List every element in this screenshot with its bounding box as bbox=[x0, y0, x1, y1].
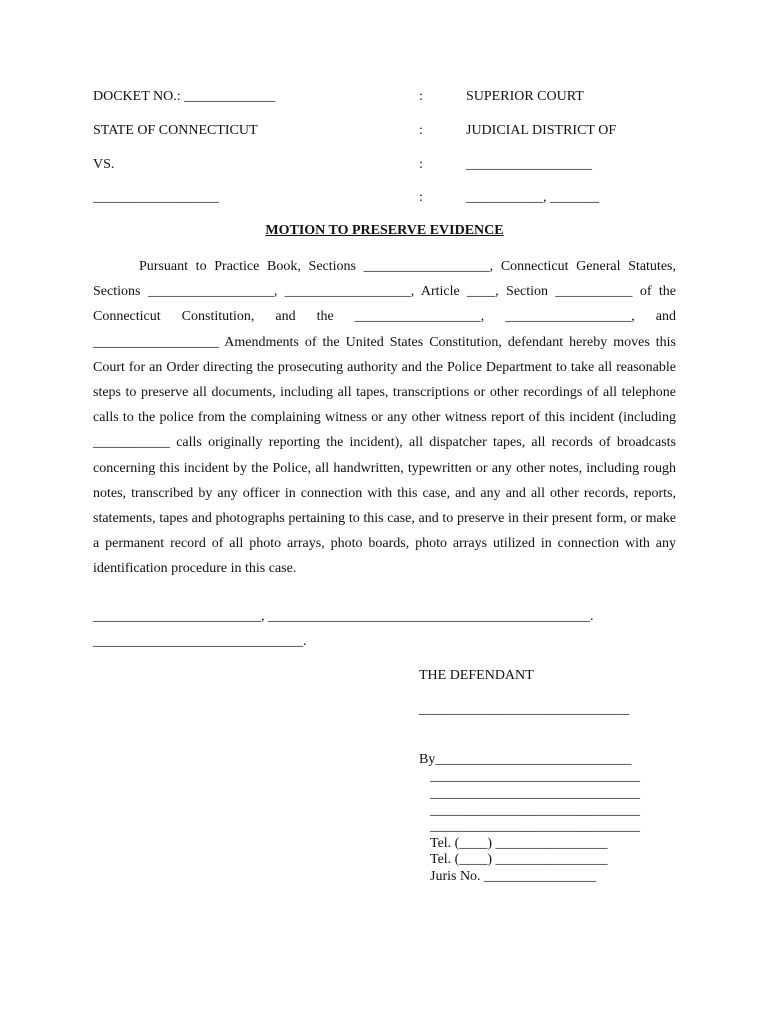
caption-colon: : bbox=[419, 190, 423, 205]
plaintiff-name: STATE OF CONNECTICUT bbox=[93, 123, 258, 138]
caption-colon: : bbox=[419, 157, 423, 172]
document-title: MOTION TO PRESERVE EVIDENCE bbox=[265, 223, 504, 238]
caption-colon: : bbox=[419, 89, 423, 104]
juris-number-line: Juris No. ________________ bbox=[430, 869, 597, 884]
caption-colon: : bbox=[419, 123, 423, 138]
address-line-3: ______________________________ bbox=[430, 803, 640, 818]
judicial-district-label: JUDICIAL DISTRICT OF bbox=[466, 123, 617, 138]
caption-row-docket bbox=[93, 89, 713, 109]
motion-body bbox=[93, 254, 676, 582]
signature-line: ______________________________ bbox=[419, 702, 629, 717]
court-name: SUPERIOR COURT bbox=[466, 89, 584, 104]
address-line-2: ______________________________ bbox=[430, 786, 640, 801]
docket-number-field: DOCKET NO.: _____________ bbox=[93, 89, 276, 104]
caption-row-vs bbox=[93, 157, 713, 177]
versus-label: VS. bbox=[93, 157, 115, 172]
signature-heading: THE DEFENDANT bbox=[419, 668, 534, 683]
body-tail-line-1: ________________________, ______________________________________________. bbox=[93, 609, 594, 624]
address-line-4: ______________________________ bbox=[430, 819, 640, 834]
defendant-name-field: __________________ bbox=[93, 190, 219, 205]
caption-row-state bbox=[93, 123, 713, 143]
body-tail-line-2: ______________________________. bbox=[93, 634, 307, 649]
telephone-line-2: Tel. (____) ________________ bbox=[430, 852, 608, 867]
caption-row-defendant bbox=[93, 190, 713, 210]
judicial-district-field: __________________ bbox=[466, 157, 592, 172]
motion-body-text: Pursuant to Practice Book, Sections __________________, Connecticut General Statutes, Sections __________________, __________________, Article ____, Section ___________ of the Connecticut Constitution, and the __________________, __________________, and __________________ Amendments of the United States Constitution, defendant hereby moves this Court for an Order directing the prosecuting authority and the Police Department to take all reasonable steps to preserve all documents, including all tapes, transcriptions or other recordings of all telephone calls to the police from the complaining witness or any other witness report of this incident (including ___________ calls originally reporting the incident), all dispatcher tapes, all records of broadcasts concerning this incident by the Police, all handwritten, typewritten or any other notes, including rough notes, transcribed by any officer in connection with this case, and any and all other records, reports, statements, tapes and photographs pertaining to this case, and to preserve in their present form, or make a permanent record of all photo arrays, photo boards, photo arrays utilized in connection with any identification procedure in this case. bbox=[93, 259, 676, 577]
address-line-1: ______________________________ bbox=[430, 769, 640, 784]
by-line: By____________________________ bbox=[419, 752, 632, 767]
date-field: ___________, _______ bbox=[466, 190, 599, 205]
telephone-line-1: Tel. (____) ________________ bbox=[430, 836, 608, 851]
